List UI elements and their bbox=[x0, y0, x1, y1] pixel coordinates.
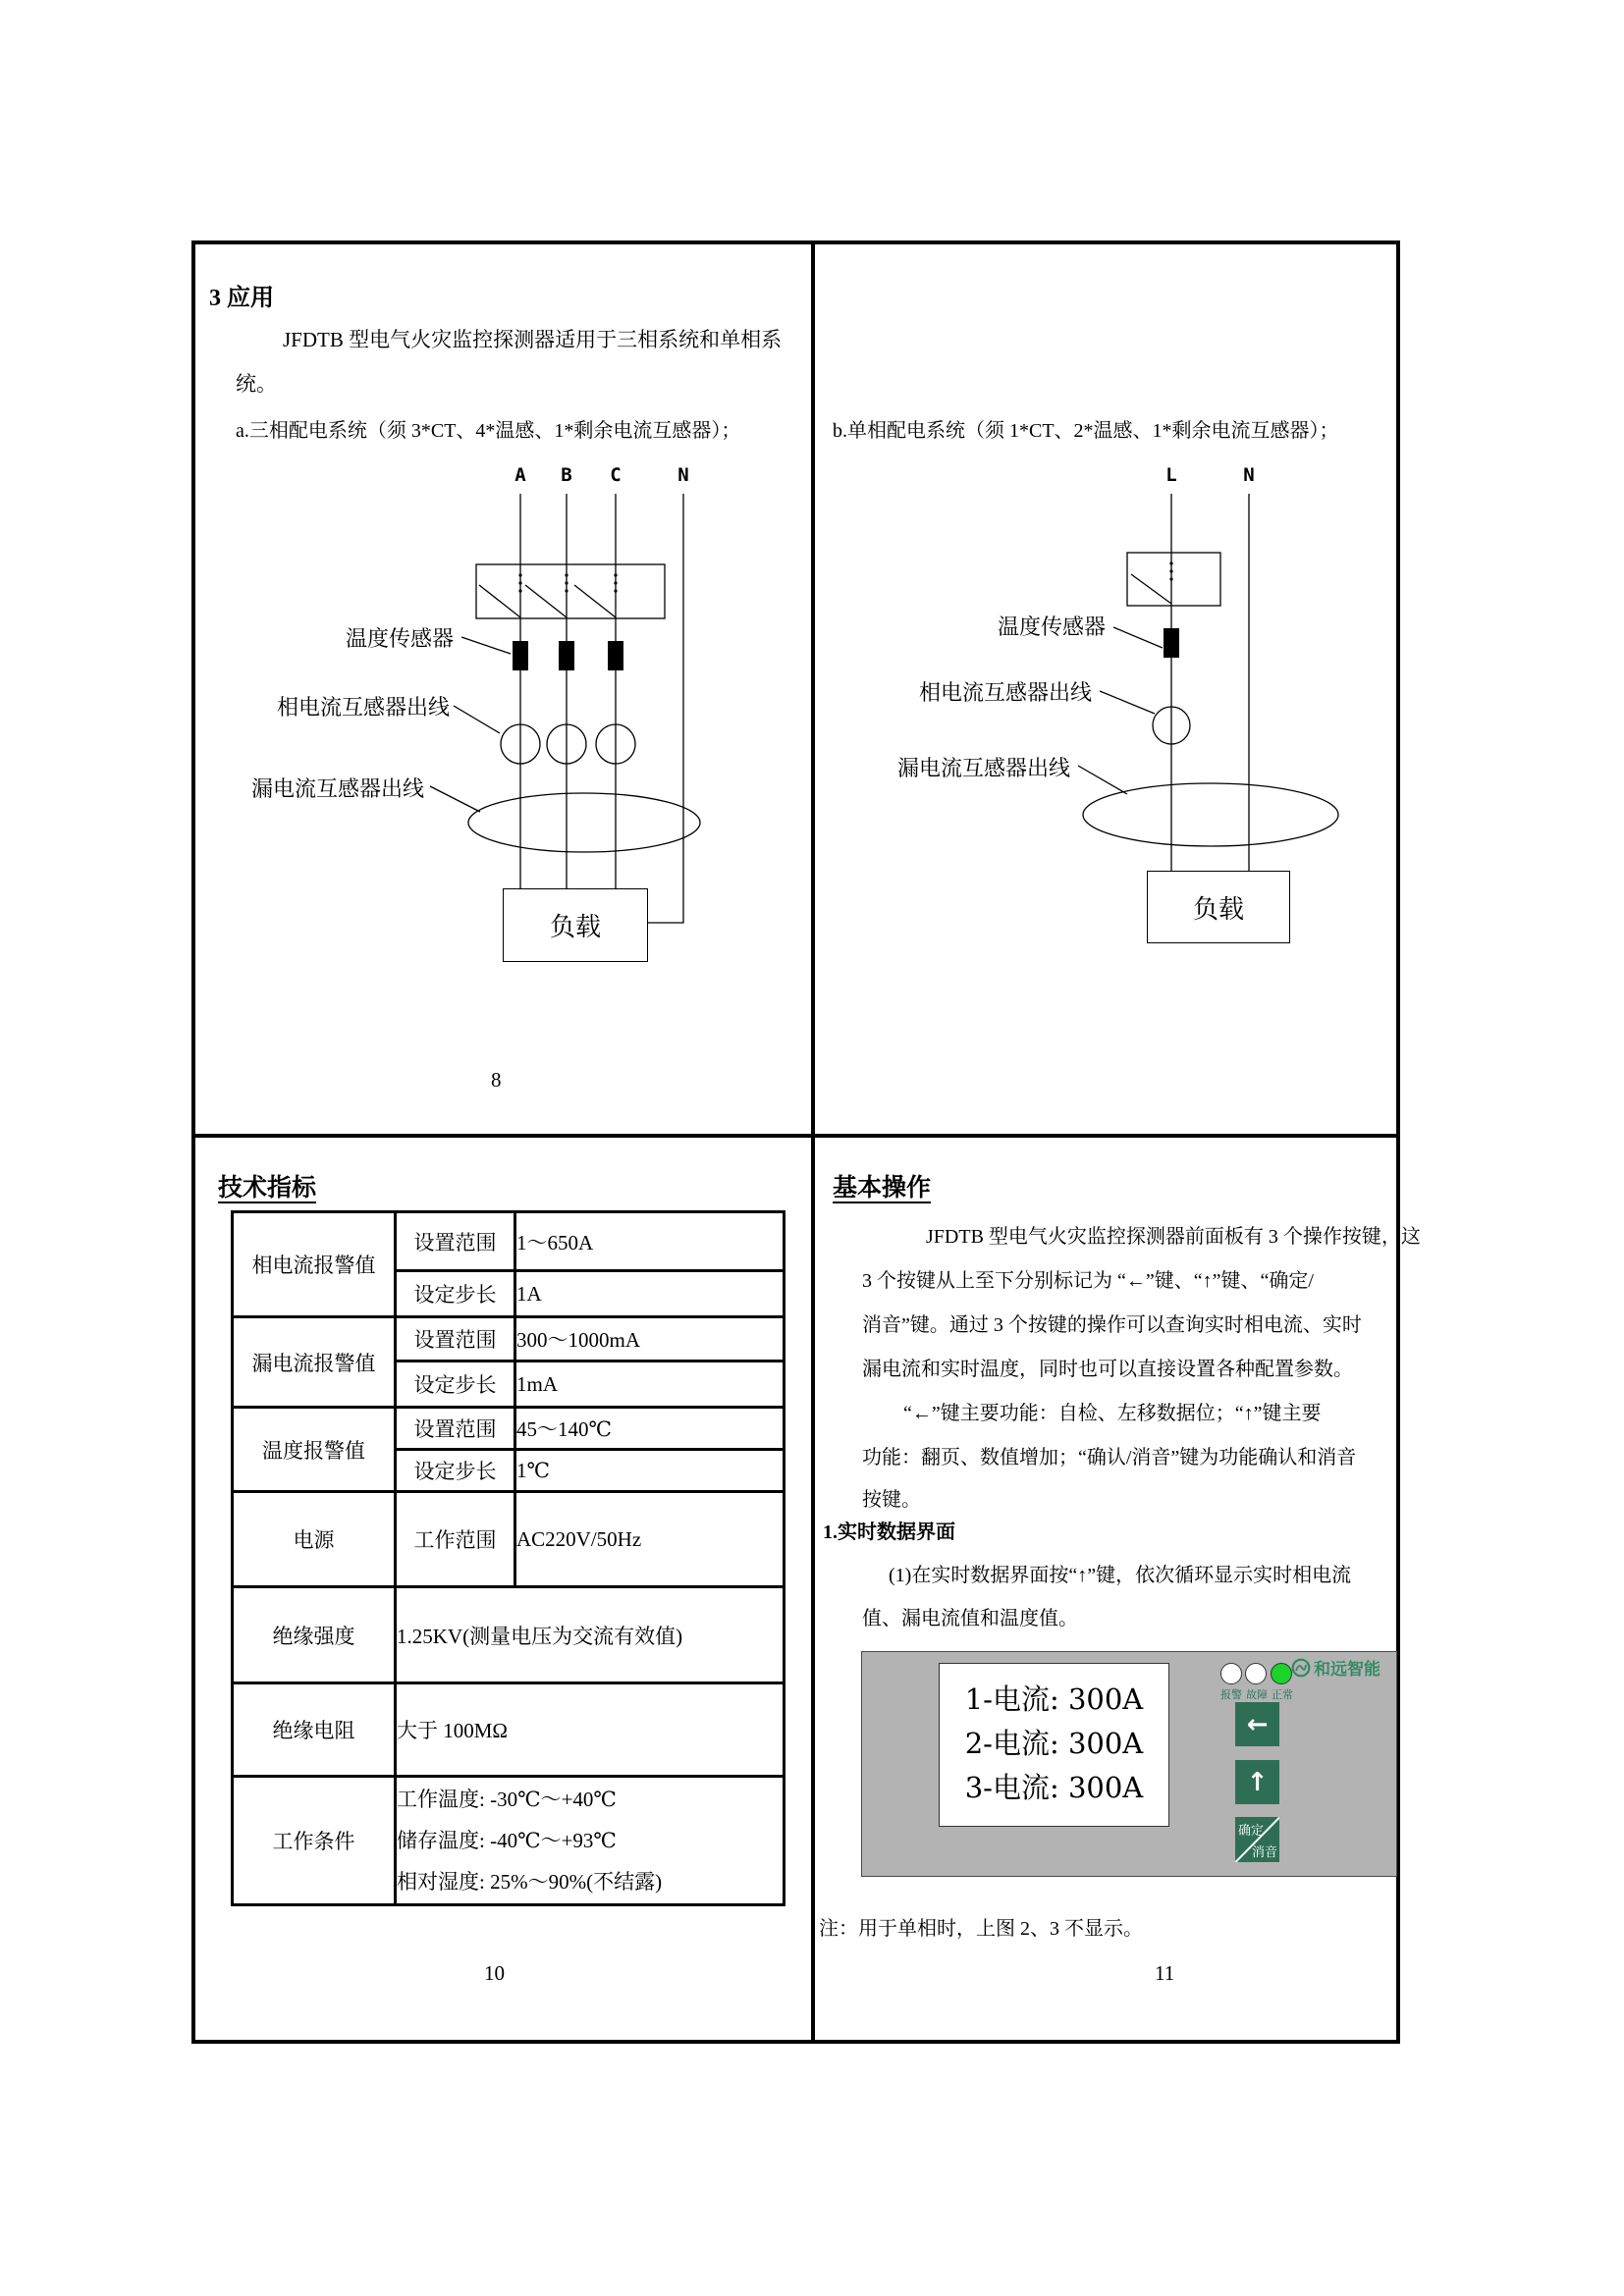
lcd-line-3: 3-电流: 300A bbox=[964, 1771, 1144, 1804]
phase-ct-label: 相电流互感器出线 bbox=[277, 695, 451, 720]
paragraph-line: 功能：翻页、数值增加；“确认/消音”键为功能确认和消音 bbox=[862, 1447, 1357, 1468]
operation-heading: 基本操作 bbox=[833, 1175, 932, 1201]
up-key-button bbox=[1235, 1760, 1279, 1804]
phase-label-b: B bbox=[561, 464, 572, 486]
paragraph-line: JFDTB 型电气火灾监控探测器适用于三相系统和单相系 bbox=[283, 328, 783, 351]
lcd-display bbox=[939, 1663, 1169, 1827]
breaker-blade-l bbox=[1131, 574, 1171, 604]
spec-key: 设置范围 bbox=[396, 1317, 515, 1362]
item-b-label: b.单相配电系统（须 1*CT、2*温感、1*剩余电流互感器）； bbox=[833, 420, 1339, 442]
paragraph-line: “←”键主要功能：自检、左移数据位；“↑”键主要 bbox=[903, 1403, 1322, 1424]
alarm-led-label: 报警 bbox=[1220, 1689, 1242, 1701]
temp-sensor-rect-c bbox=[608, 641, 623, 670]
spec-value: 1～650A bbox=[515, 1212, 785, 1271]
realtime-data-subheading: 1.实时数据界面 bbox=[823, 1522, 955, 1543]
confirm-label: 确定 bbox=[1238, 1823, 1265, 1838]
temp-sensor-rect-a bbox=[513, 641, 528, 670]
breaker-blade-c bbox=[574, 585, 616, 617]
page-number-11: 11 bbox=[1155, 1961, 1175, 1985]
fault-led-label: 故障 bbox=[1246, 1689, 1268, 1701]
leakage-ct-ellipse bbox=[468, 793, 700, 852]
page-number-10: 10 bbox=[484, 1961, 505, 1985]
leader-leak-ct-single bbox=[1078, 766, 1127, 794]
breaker-blade-a bbox=[479, 585, 520, 617]
neutral-line bbox=[646, 494, 683, 923]
paragraph-line: 3 个按键从上至下分别标记为 “←”键、“↑”键、“确定/ bbox=[862, 1270, 1314, 1292]
brand-logo-text: 和远智能 bbox=[1314, 1660, 1380, 1679]
brand-logo bbox=[1291, 1655, 1380, 1680]
spec-key: 设置范围 bbox=[396, 1212, 515, 1271]
phase-label-a: A bbox=[514, 464, 526, 486]
spec-value: 300～1000mA bbox=[515, 1317, 785, 1362]
load-box bbox=[503, 888, 648, 962]
spec-value-multiline bbox=[396, 1777, 785, 1905]
leakage-ct-ellipse-single bbox=[1083, 783, 1338, 846]
spec-group: 温度报警值 bbox=[233, 1408, 396, 1492]
spec-key: 设定步长 bbox=[396, 1450, 515, 1492]
paragraph-line: 漏电流和实时温度，同时也可以直接设置各种配置参数。 bbox=[862, 1359, 1353, 1380]
phase-ct-label: 相电流互感器出线 bbox=[919, 680, 1093, 705]
normal-led bbox=[1271, 1663, 1292, 1684]
breaker-box bbox=[476, 564, 665, 618]
paragraph-line: 值、漏电流值和温度值。 bbox=[862, 1608, 1078, 1629]
left-arrow-icon: ← bbox=[1246, 1709, 1269, 1739]
spec-group: 相电流报警值 bbox=[233, 1212, 396, 1317]
temp-sensor-label: 温度传感器 bbox=[346, 626, 455, 651]
temp-sensor-rect-b bbox=[559, 641, 574, 670]
page-number-8: 8 bbox=[491, 1068, 502, 1092]
temp-sensor-rect-l bbox=[1164, 628, 1179, 658]
breaker-box-single bbox=[1127, 553, 1220, 606]
spec-group: 工作条件 bbox=[233, 1777, 396, 1905]
spec-value: 1A bbox=[515, 1271, 785, 1317]
spec-group: 绝缘强度 bbox=[233, 1587, 396, 1683]
working-temp: 工作温度: -30℃～+40℃ bbox=[397, 1788, 617, 1811]
phase-label-c: C bbox=[610, 464, 622, 486]
spec-table bbox=[231, 1210, 785, 1906]
mute-label: 消音 bbox=[1251, 1844, 1277, 1859]
phase-label-n: N bbox=[1243, 464, 1255, 486]
phase-label-l: L bbox=[1165, 464, 1177, 486]
leader-temp-sensor bbox=[461, 637, 511, 654]
phase-label-n: N bbox=[677, 464, 689, 486]
spec-value: 1.25KV(测量电压为交流有效值) bbox=[396, 1587, 785, 1683]
leak-ct-label: 漏电流互感器出线 bbox=[251, 776, 425, 801]
spec-value: 大于 100MΩ bbox=[396, 1683, 785, 1777]
brand-logo-icon bbox=[1291, 1658, 1311, 1678]
spec-group: 电源 bbox=[233, 1492, 396, 1587]
spec-key: 工作范围 bbox=[396, 1492, 515, 1587]
up-arrow-icon: ↑ bbox=[1246, 1767, 1269, 1797]
confirm-mute-button bbox=[1235, 1817, 1279, 1862]
item-a-label: a.三相配电系统（须 3*CT、4*温感、1*剩余电流互感器）； bbox=[236, 420, 741, 442]
alarm-led bbox=[1220, 1663, 1242, 1684]
lcd-line-1: 1-电流: 300A bbox=[964, 1682, 1144, 1716]
spec-key: 设置范围 bbox=[396, 1408, 515, 1450]
leader-phase-ct bbox=[454, 706, 500, 733]
device-front-panel bbox=[861, 1651, 1397, 1877]
left-key-button bbox=[1235, 1702, 1279, 1746]
fault-led bbox=[1245, 1663, 1267, 1684]
spec-group: 绝缘电阻 bbox=[233, 1683, 396, 1777]
paragraph-line: 按键。 bbox=[862, 1489, 921, 1511]
lcd-line-2: 2-电流: 300A bbox=[964, 1727, 1144, 1760]
spec-value: 1mA bbox=[515, 1362, 785, 1408]
spec-heading: 技术指标 bbox=[218, 1175, 317, 1201]
relative-humidity: 相对湿度: 25%～90%(不结露) bbox=[397, 1870, 663, 1894]
section-heading: 3 应用 bbox=[209, 286, 274, 311]
temp-sensor-label: 温度传感器 bbox=[998, 614, 1107, 639]
load-label: 负载 bbox=[1192, 894, 1244, 924]
spec-value: AC220V/50Hz bbox=[515, 1492, 785, 1587]
paragraph-line: 统。 bbox=[236, 372, 277, 396]
normal-led-label: 正常 bbox=[1272, 1689, 1293, 1701]
leader-leak-ct bbox=[430, 786, 480, 812]
storage-temp: 储存温度: -40℃～+93℃ bbox=[397, 1829, 617, 1852]
note-text: 注：用于单相时，上图 2、3 不显示。 bbox=[819, 1918, 1143, 1940]
leak-ct-label: 漏电流互感器出线 bbox=[897, 756, 1071, 780]
spec-key: 设定步长 bbox=[396, 1362, 515, 1408]
load-box bbox=[1147, 871, 1290, 943]
leader-phase-ct-single bbox=[1100, 691, 1155, 714]
paragraph-line: (1)在实时数据界面按“↑”键，依次循环显示实时相电流 bbox=[889, 1565, 1352, 1586]
breaker-blade-b bbox=[525, 585, 567, 617]
leader-temp-sensor-single bbox=[1113, 627, 1163, 648]
spec-group: 漏电流报警值 bbox=[233, 1317, 396, 1408]
three-phase-diagram bbox=[430, 494, 700, 923]
paragraph-line: 消音”键。通过 3 个按键的操作可以查询实时相电流、实时 bbox=[862, 1314, 1362, 1336]
single-phase-diagram bbox=[1078, 494, 1338, 871]
spec-value: 1℃ bbox=[515, 1450, 785, 1492]
load-label: 负载 bbox=[549, 913, 601, 941]
spec-key: 设定步长 bbox=[396, 1271, 515, 1317]
spec-value: 45～140℃ bbox=[515, 1408, 785, 1450]
paragraph-line: JFDTB 型电气火灾监控探测器前面板有 3 个操作按键，这 bbox=[926, 1226, 1421, 1248]
